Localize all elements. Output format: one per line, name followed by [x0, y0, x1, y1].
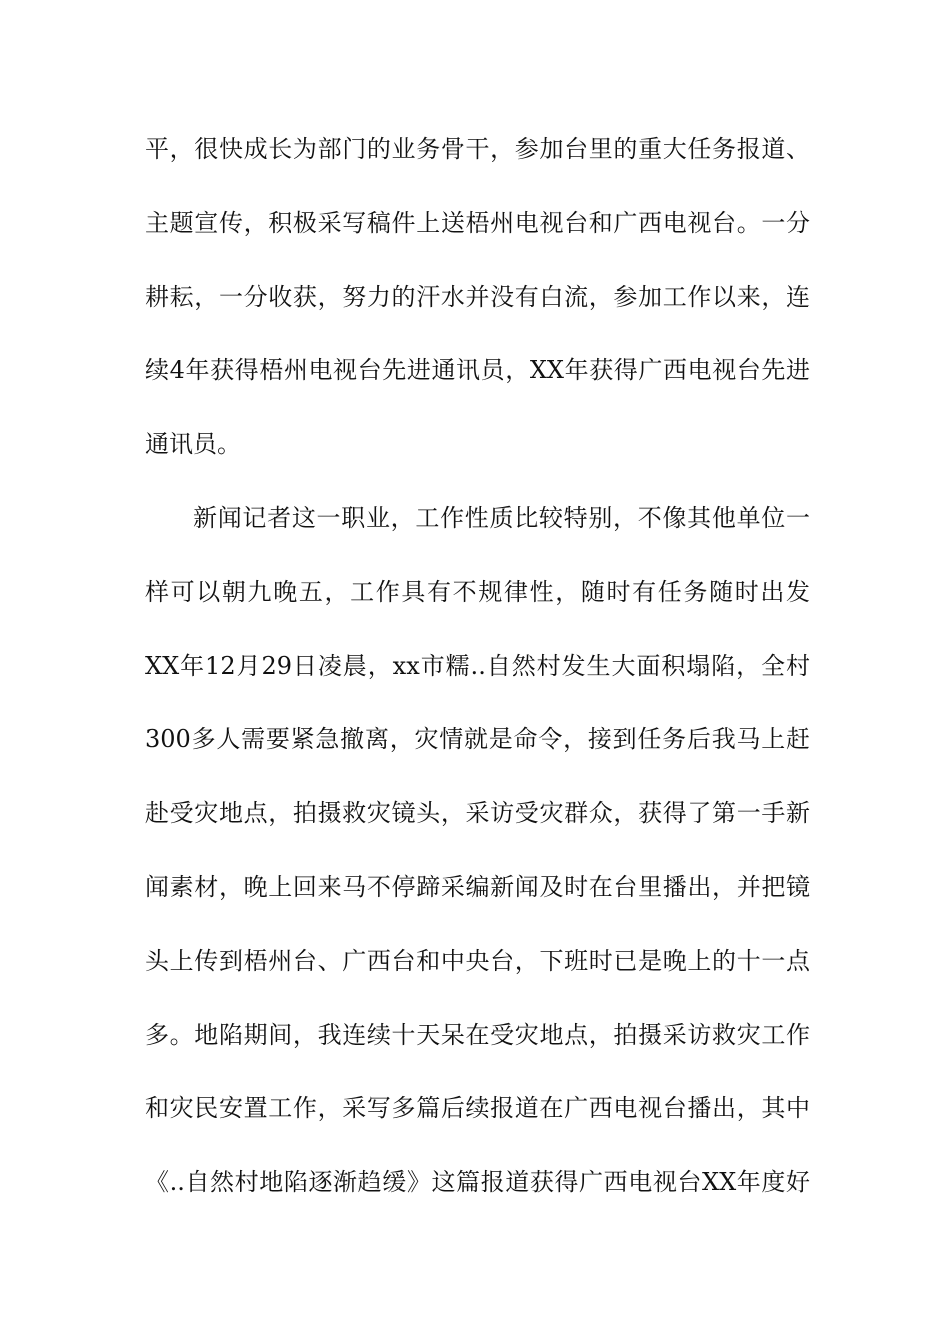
text-line: 通讯员。 [145, 430, 241, 459]
text-line: 主题宣传，积极采写稿件上送梧州电视台和广西电视台。一分 [145, 208, 810, 237]
text-line: 头上传到梧州台、广西台和中央台，下班时已是晚上的十一点 [145, 946, 810, 975]
text-line: 闻素材，晚上回来马不停蹄采编新闻及时在台里播出，并把镜 [145, 872, 810, 901]
text-line: 《..自然村地陷逐渐趋缓》这篇报道获得广西电视台XX年度好 [145, 1168, 810, 1197]
text-line: 300多人需要紧急撤离，灾情就是命令，接到任务后我马上赶 [145, 725, 810, 754]
text-line: 和灾民安置工作，采写多篇后续报道在广西电视台播出，其中 [145, 1094, 810, 1123]
text-line: 赴受灾地点，拍摄救灾镜头，采访受灾群众，获得了第一手新 [145, 799, 810, 828]
text-line: 多。地陷期间，我连续十天呆在受灾地点，拍摄采访救灾工作 [145, 1020, 810, 1049]
text-line: 平，很快成长为部门的业务骨干，参加台里的重大任务报道、 [145, 135, 810, 163]
body-text [145, 127, 810, 1234]
text-line: 续4年获得梧州电视台先进通讯员，XX年获得广西电视台先进 [145, 356, 810, 385]
text-line: 样可以朝九晚五，工作具有不规律性，随时有任务随时出发 [145, 577, 810, 606]
paragraph-first-line: 新闻记者这一职业，工作性质比较特别，不像其他单位一 [193, 503, 810, 532]
text-line: 耕耘，一分收获，努力的汗水并没有白流，参加工作以来，连 [145, 282, 810, 311]
text-line: XX年12月29日凌晨，xx市糯..自然村发生大面积塌陷，全村 [145, 651, 810, 680]
